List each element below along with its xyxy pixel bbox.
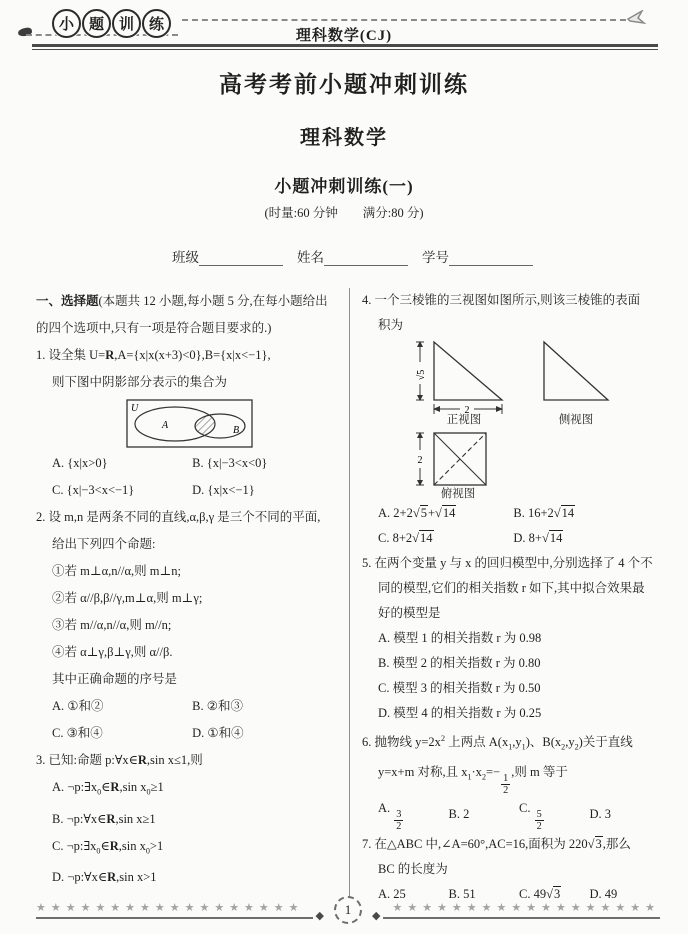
- q3-option-a: A. $\neg p:\exists x_0\in R,\sin$ $x_0\ge 1$: [52, 780, 164, 797]
- q6-option-c: C. $\frac{5}{2}$: [519, 800, 542, 833]
- diamond-icon: ◆: [315, 909, 324, 922]
- page-title: 高考考前小题冲刺训练: [219, 72, 469, 97]
- q3-option-d: D. ¬p:∀x∈R,sin x>1: [52, 870, 157, 884]
- q6-line1: 6. 抛物线 $y=2x^2$ 上两点 $A(x_1,y_1)$、$B(x_2,y_2)$关于直线: [362, 734, 633, 752]
- q2-item-2: ②若 α//β,β//γ,m⊥α,则 m⊥γ;: [52, 591, 203, 605]
- q4-option-b: B. 16+2√14: [513, 506, 575, 520]
- name-blank-line: [324, 250, 408, 266]
- q6-option-d: D. 3: [589, 806, 612, 821]
- q2-option-c: C. ③和④: [52, 726, 103, 740]
- question-3: [36, 747, 344, 891]
- exam-body: [36, 288, 660, 907]
- q7-option-c: C. 49√3: [519, 887, 561, 902]
- question-2: [36, 504, 344, 747]
- top-side-label: 2: [417, 455, 423, 466]
- q7-option-a: A. 25: [378, 887, 406, 902]
- class-blank-line: [199, 250, 283, 266]
- question-4: [362, 288, 660, 551]
- q4-line2: 积为: [378, 318, 404, 332]
- q1-options-row2: [36, 477, 344, 504]
- side-view-svg: [540, 338, 612, 414]
- choice-section-intro: [36, 288, 344, 315]
- section-title: 小题冲刺训练(一): [274, 177, 414, 196]
- q7-option-b: B. 51: [448, 887, 476, 902]
- badge-char: 训: [112, 9, 141, 38]
- class-field: [172, 246, 283, 266]
- top-view-label: 俯视图: [440, 488, 476, 500]
- q1-option-d: D. {x|x<−1}: [192, 483, 255, 497]
- question-1: [36, 342, 344, 504]
- q2-line2: 给出下列四个命题:: [52, 537, 156, 551]
- q2-item-4: ④若 α⊥γ,β⊥γ,则 α//β.: [52, 645, 173, 659]
- q4-option-c: C. 8+2√14: [378, 531, 433, 545]
- q4-views-row1: [410, 338, 660, 427]
- q4-line1: 4. 一个三棱锥的三视图如图所示,则该三棱锥的表面: [362, 293, 641, 307]
- q5-option-a: A. 模型 1 的相关指数 r 为 0.98: [378, 631, 542, 645]
- q1-option-c: C. {x|−3<x<−1}: [52, 483, 135, 497]
- q4-options-row2: [362, 526, 660, 551]
- subject-title: 理科数学: [300, 127, 388, 149]
- q2-item-3: ③若 m//α,n//α,则 m//n;: [52, 618, 172, 632]
- q4-option-d: D. 8+√14: [513, 531, 563, 545]
- q2-option-d: D. ①和④: [192, 726, 244, 740]
- q6-option-b: B. 2: [448, 806, 470, 821]
- q4-front-view: [410, 338, 518, 427]
- q7-line2: BC 的长度为: [378, 862, 448, 877]
- q1-venn-figure: [36, 396, 344, 450]
- badge-char: 题: [82, 9, 111, 38]
- badge-char: 小: [52, 9, 81, 38]
- q5-option-d: D. 模型 4 的相关指数 r 为 0.25: [378, 706, 542, 720]
- q2-option-a: A. ①和②: [52, 699, 104, 713]
- class-label: 班级: [172, 250, 199, 265]
- choice-section-rest: (本题共 12 小题,每小题 5 分,在每小题给出: [98, 294, 328, 308]
- choice-section-label: 一、选择题: [36, 294, 99, 308]
- page-footer: [36, 896, 660, 924]
- course-title: 理科数学(CJ): [295, 28, 393, 44]
- q4-options-row1: [362, 501, 660, 526]
- exam-meta: (时量:60 分钟 满分:80 分): [264, 206, 424, 220]
- q6-options-row: [362, 796, 660, 832]
- student-fields: [172, 246, 547, 266]
- question-5: [362, 551, 660, 726]
- q2-option-b: B. ②和③: [192, 699, 243, 713]
- front-base-label: 2: [464, 405, 470, 414]
- q1-line2: 则下图中阴影部分表示的集合为: [52, 375, 228, 389]
- diamond-icon: ◆: [372, 909, 381, 922]
- q4-three-views-figure: [410, 338, 660, 501]
- id-label: 学号: [422, 250, 449, 265]
- q7-option-d: D. 49: [589, 887, 618, 902]
- front-height-label: √5: [416, 369, 427, 381]
- q1-line1: 1. 设全集 U=R,A={x|x(x+3)<0},B={x|x<−1},: [36, 348, 271, 362]
- q1-option-a: A. {x|x>0}: [52, 456, 108, 470]
- q7-line1: 7. 在△ABC 中,∠A=60°,AC=16,面积为 220√3,那么: [362, 837, 631, 852]
- id-blank-line: [449, 250, 533, 266]
- q2-options-row2: [36, 720, 344, 747]
- q1-options-row1: [36, 450, 344, 477]
- choice-section-intro2: 的四个选项中,只有一项是符合题目要求的.): [36, 321, 272, 335]
- q1-option-b: B. {x|−3<x<0}: [192, 456, 268, 470]
- q3-option-b: B. ¬p:∀x∈R,sin x≥1: [52, 811, 156, 826]
- front-view-label: 正视图: [446, 414, 482, 426]
- q6-line2: y=x+m 对称,且 $x_1\cdot x_2=-$ $\frac{1}{2}$ ,则 m 等于: [378, 764, 568, 797]
- q2-options-row1: [36, 693, 344, 720]
- venn-set-a-label: A: [162, 420, 169, 431]
- q4-side-view: [540, 338, 612, 427]
- q5-line2: 同的模型,它们的相关指数 r 如下,其中拟合效果最: [378, 581, 645, 595]
- footer-stars-left: ★★★★★★★★★★★★★★★★★★: [36, 901, 313, 919]
- q3-option-c: C. $\neg p:\exists x_0\in R,\sin$ $x_0>1$: [52, 838, 164, 855]
- header-rule-thick: [32, 44, 658, 47]
- q5-line3: 好的模型是: [378, 606, 441, 620]
- q2-item-1: ①若 m⊥α,n//α,则 m⊥n;: [52, 564, 181, 578]
- left-column: [36, 288, 344, 907]
- q5-option-c: C. 模型 3 的相关指数 r 为 0.50: [378, 681, 541, 695]
- id-field: [422, 246, 533, 266]
- right-column: [349, 288, 660, 907]
- q5-line1: 5. 在两个变量 y 与 x 的回归模型中,分别选择了 4 个不: [362, 556, 653, 570]
- side-view-label: 侧视图: [558, 414, 594, 426]
- header-dashed-rule: [182, 19, 626, 21]
- q6-option-a: A. $\frac{3}{2}$: [378, 800, 402, 833]
- page-number-badge: 1: [334, 896, 362, 924]
- header-rule-thin: [32, 49, 658, 50]
- q2-stem: 其中正确命题的序号是: [52, 672, 178, 686]
- q4-top-view: [410, 430, 506, 501]
- footer-stars-right: ★★★★★★★★★★★★★★★★★★: [383, 901, 660, 919]
- venn-universe-label: U: [131, 403, 139, 414]
- venn-set-b-label: B: [233, 425, 240, 436]
- venn-diagram-svg: [126, 397, 254, 449]
- q4-option-a: A. 2+2√5+√14: [378, 506, 456, 520]
- q3-line1: 3. 已知:命题 p:∀x∈R,sin x≤1,则: [36, 753, 203, 767]
- q5-option-b: B. 模型 2 的相关指数 r 为 0.80: [378, 656, 541, 670]
- q2-line1: 2. 设 m,n 是两条不同的直线,α,β,γ 是三个不同的平面,: [36, 510, 321, 524]
- front-view-svg: [410, 338, 518, 414]
- name-label: 姓名: [297, 250, 324, 265]
- badge-char: 练: [142, 9, 171, 38]
- name-field: [297, 246, 408, 266]
- top-view-svg: [410, 430, 506, 488]
- question-6: [362, 726, 660, 832]
